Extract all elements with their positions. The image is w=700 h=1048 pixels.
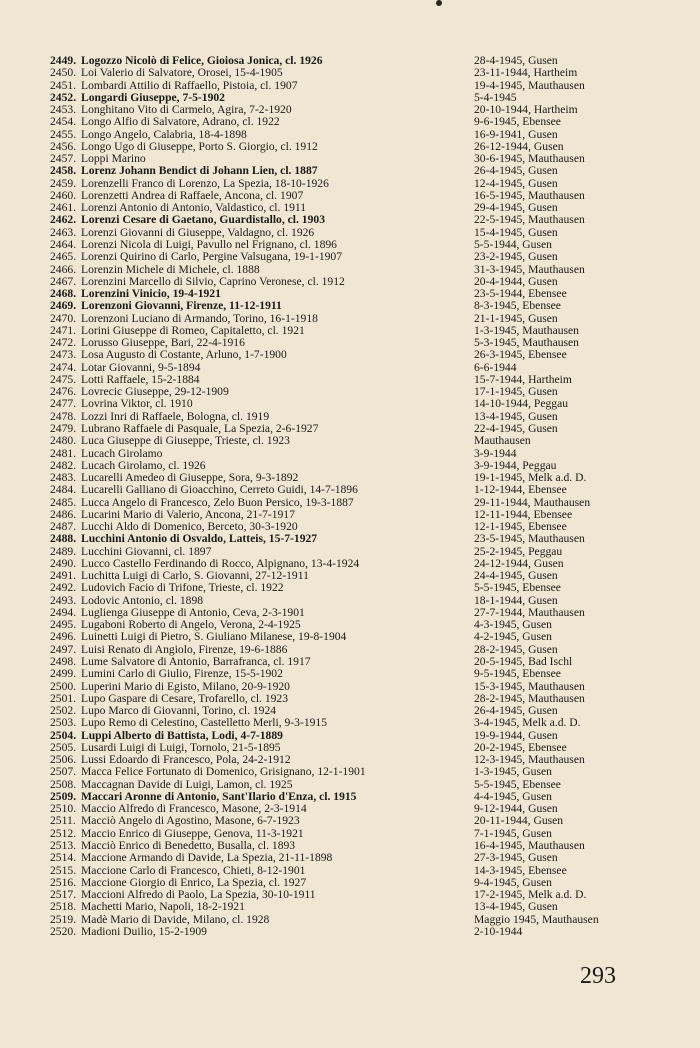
entry-number: 2458. xyxy=(50,164,77,178)
entry-name: Luppi Alberto di Battista, Lodi, 4-7-1889 xyxy=(81,728,283,742)
entry-number: 2507. xyxy=(50,765,77,779)
list-row xyxy=(50,631,690,643)
entry-name: Lorenzi Cesare di Gaetano, Guardistallo, cl. 1903 xyxy=(81,213,325,227)
entry-name: Lorenzi Nicola di Luigi, Pavullo nel Frignano, cl. 1896 xyxy=(81,237,337,251)
entry-number: 2484. xyxy=(50,483,77,497)
list-row xyxy=(50,435,690,447)
list-row xyxy=(50,717,690,729)
entry-death-date-place: 30-6-1945, Mauthausen xyxy=(474,152,585,166)
entry-number: 2476. xyxy=(50,385,77,399)
entry-name: Lucarelli Galliano di Gioacchino, Cerreto Guidi, 14-7-1896 xyxy=(81,483,358,497)
entry-death-date-place: 24-12-1944, Gusen xyxy=(474,556,564,570)
entry-name: Lotar Giovanni, 9-5-1894 xyxy=(81,360,201,374)
entry-name: Lucach Girolamo, cl. 1926 xyxy=(81,458,206,472)
entry-death-date-place: 26-4-1945, Gusen xyxy=(474,164,558,178)
entry-name: Lotti Raffaele, 15-2-1884 xyxy=(81,372,200,386)
entry-name: Lorenzini Vinicio, 19-4-1921 xyxy=(81,287,221,301)
entry-name: Lubrano Raffaele di Pasquale, La Spezia, 2-6-1927 xyxy=(81,421,319,435)
entry-name: Macciò Enrico di Benedetto, Busalla, cl. 1893 xyxy=(81,839,296,852)
entry-name: Loi Valerio di Salvatore, Orosei, 15-4-1905 xyxy=(81,66,283,80)
ink-dot xyxy=(436,0,442,6)
entry-death-date-place: 5-4-1945 xyxy=(474,90,517,104)
entry-death-date-place: 23-2-1945, Gusen xyxy=(474,250,558,264)
entry-number: 2462. xyxy=(50,213,77,227)
entry-death-date-place: 20-4-1944, Gusen xyxy=(474,274,558,288)
entry-death-date-place: 12-11-1944, Ebensee xyxy=(474,507,573,521)
entry-death-date-place: 3-9-1944, Peggau xyxy=(474,458,557,472)
entry-number: 2500. xyxy=(50,679,77,693)
list-row xyxy=(50,165,690,177)
entry-number: 2479. xyxy=(50,421,77,435)
entry-name: Macca Felice Fortunato di Domenico, Grisignano, 12-1-1901 xyxy=(81,765,366,779)
entry-name: Losa Augusto di Costante, Arluno, 1-7-1900 xyxy=(81,348,287,362)
entry-death-date-place: 7-1-1945, Gusen xyxy=(474,826,552,840)
entry-death-date-place: 12-4-1945, Gusen xyxy=(474,176,558,190)
entry-death-date-place: 20-2-1945, Ebensee xyxy=(474,740,567,754)
entry-death-date-place: 15-4-1945, Gusen xyxy=(474,225,558,239)
entry-death-date-place: 17-2-1945, Melk a.d. D. xyxy=(474,888,587,902)
entry-death-date-place: Maggio 1945, Mauthausen xyxy=(474,912,599,926)
entry-number: 2498. xyxy=(50,655,77,669)
entry-number: 2457. xyxy=(50,152,77,166)
entry-death-date-place: 16-5-1945, Mauthausen xyxy=(474,188,585,202)
entry-name: Lume Salvatore di Antonio, Barrafranca, cl. 1917 xyxy=(81,655,311,669)
entry-death-date-place: 3-9-1944 xyxy=(474,446,517,460)
entry-death-date-place: Mauthausen xyxy=(474,434,531,448)
entry-death-date-place: 15-7-1944, Hartheim xyxy=(474,372,572,386)
entry-name: Lupo Marco di Giovanni, Torino, cl. 1924 xyxy=(81,704,277,718)
list-row xyxy=(50,668,690,680)
list-row xyxy=(50,533,690,545)
entry-number: 2467. xyxy=(50,274,77,288)
entry-death-date-place: 31-3-1945, Mauthausen xyxy=(474,262,585,276)
entry-name: Lorenzi Quirino di Carlo, Pergine Valsugana, 19-1-1907 xyxy=(81,250,343,264)
entry-number: 2494. xyxy=(50,605,77,619)
entry-death-date-place: 3-4-1945, Melk a.d. D. xyxy=(474,716,581,730)
entry-name: Lucchini Antonio di Osvaldo, Latteis, 15-7-1927 xyxy=(81,532,318,546)
list-row xyxy=(50,852,690,864)
list-row xyxy=(50,313,690,325)
entry-death-date-place: 4-2-1945, Gusen xyxy=(474,630,552,644)
entry-number: 2472. xyxy=(50,336,77,350)
entry-number: 2474. xyxy=(50,360,77,374)
entry-name: Lorenzin Michele di Michele, cl. 1888 xyxy=(81,262,260,276)
entry-number: 2475. xyxy=(50,372,77,386)
entry-death-date-place: 21-1-1945, Gusen xyxy=(474,311,558,325)
entry-name: Lupo Gaspare di Cesare, Trofarello, cl. 1923 xyxy=(81,691,289,705)
list-row xyxy=(50,448,690,460)
entry-death-date-place: 5-5-1945, Ebensee xyxy=(474,777,561,791)
list-row xyxy=(50,349,690,361)
entry-number: 2513. xyxy=(50,839,77,852)
list-row xyxy=(50,116,690,128)
list-row xyxy=(50,681,690,693)
entry-death-date-place: 18-1-1944, Gusen xyxy=(474,593,558,607)
entry-name: Madioni Duilio, 15-2-1909 xyxy=(81,924,207,938)
list-row xyxy=(50,264,690,276)
entry-number: 2485. xyxy=(50,495,77,509)
deportee-list xyxy=(50,55,690,938)
entry-number: 2491. xyxy=(50,569,77,583)
entry-name: Madè Mario di Davide, Milano, cl. 1928 xyxy=(81,912,270,926)
entry-death-date-place: 20-5-1945, Bad Ischl xyxy=(474,655,573,669)
entry-name: Longo Angelo, Calabria, 18-4-1898 xyxy=(81,127,247,141)
entry-number: 2486. xyxy=(50,507,77,521)
entry-name: Lucach Girolamo xyxy=(81,446,163,460)
entry-name: Longardi Giuseppe, 7-5-1902 xyxy=(81,90,225,104)
entry-death-date-place: 14-3-1945, Ebensee xyxy=(474,863,567,877)
entry-name: Luisi Renato di Angiolo, Firenze, 19-6-1886 xyxy=(81,642,288,656)
entry-name: Ludovich Facio di Trifone, Trieste, cl. 1922 xyxy=(81,581,284,595)
entry-name: Lodovic Antonio, cl. 1898 xyxy=(81,593,204,607)
entry-number: 2477. xyxy=(50,397,77,411)
entry-name: Lovrina Viktor, cl. 1910 xyxy=(81,397,193,411)
entry-number: 2451. xyxy=(50,78,77,92)
entry-number: 2508. xyxy=(50,777,77,791)
entry-number: 2504. xyxy=(50,728,77,742)
entry-name: Maccio Enrico di Giuseppe, Genova, 11-3-1921 xyxy=(81,826,304,840)
entry-death-date-place: 9-4-1945, Gusen xyxy=(474,875,552,889)
page-number: 293 xyxy=(580,963,616,989)
entry-name: Macciò Angelo di Agostino, Masone, 6-7-1923 xyxy=(81,814,300,828)
entry-death-date-place: 1-3-1945, Mauthausen xyxy=(474,323,579,337)
entry-name: Lorenzetti Andrea di Raffaele, Ancona, cl. 1907 xyxy=(81,188,304,202)
entry-name: Luperini Mario di Egisto, Milano, 20-9-1920 xyxy=(81,679,290,693)
entry-number: 2481. xyxy=(50,446,77,460)
entry-death-date-place: 15-3-1945, Mauthausen xyxy=(474,679,585,693)
entry-death-date-place: 6-6-1944 xyxy=(474,360,517,374)
entry-number: 2465. xyxy=(50,250,77,264)
entry-death-date-place: 29-4-1945, Gusen xyxy=(474,201,558,215)
entry-death-date-place: 28-4-1945, Gusen xyxy=(474,54,558,67)
entry-number: 2517. xyxy=(50,888,77,902)
entry-number: 2502. xyxy=(50,704,77,718)
entry-number: 2459. xyxy=(50,176,77,190)
entry-death-date-place: 22-4-1945, Gusen xyxy=(474,421,558,435)
entry-name: Lozzi Inri di Raffaele, Bologna, cl. 1919 xyxy=(81,409,270,423)
list-row xyxy=(50,815,690,827)
entry-number: 2455. xyxy=(50,127,77,141)
entry-name: Luca Giuseppe di Giuseppe, Trieste, cl. 1923 xyxy=(81,434,290,448)
entry-number: 2452. xyxy=(50,90,77,104)
entry-death-date-place: 12-1-1945, Ebensee xyxy=(474,520,567,534)
entry-death-date-place: 1-12-1944, Ebensee xyxy=(474,483,567,497)
entry-number: 2505. xyxy=(50,740,77,754)
entry-number: 2497. xyxy=(50,642,77,656)
entry-name: Lorenz Johann Bendict di Johann Lien, cl. 1887 xyxy=(81,164,318,178)
entry-name: Lusardi Luigi di Luigi, Tornolo, 21-5-1895 xyxy=(81,740,281,754)
list-row xyxy=(50,484,690,496)
entry-name: Lorenzoni Luciano di Armando, Torino, 16-1-1918 xyxy=(81,311,318,325)
entry-death-date-place: 1-3-1945, Gusen xyxy=(474,765,552,779)
entry-death-date-place: 5-5-1945, Ebensee xyxy=(474,581,561,595)
entry-number: 2488. xyxy=(50,532,77,546)
entry-death-date-place: 4-3-1945, Gusen xyxy=(474,618,552,632)
entry-name: Maccione Giorgio di Enrico, La Spezia, cl. 1927 xyxy=(81,875,307,889)
entry-name: Lorenzelli Franco di Lorenzo, La Spezia, 18-10-1926 xyxy=(81,176,329,190)
entry-number: 2503. xyxy=(50,716,77,730)
list-row xyxy=(50,766,690,778)
entry-death-date-place: 24-4-1945, Gusen xyxy=(474,569,558,583)
entry-number: 2463. xyxy=(50,225,77,239)
entry-death-date-place: 27-3-1945, Gusen xyxy=(474,851,558,865)
entry-number: 2456. xyxy=(50,139,77,153)
entry-name: Lorenzini Marcello di Silvio, Caprino Veronese, cl. 1912 xyxy=(81,274,345,288)
entry-number: 2471. xyxy=(50,323,77,337)
entry-name: Maccione Carlo di Francesco, Chieti, 8-12-1901 xyxy=(81,863,306,877)
entry-number: 2520. xyxy=(50,924,77,938)
entry-death-date-place: 14-10-1944, Peggau xyxy=(474,397,569,411)
entry-death-date-place: 16-9-1941, Gusen xyxy=(474,127,558,141)
entry-death-date-place: 19-1-1945, Melk a.d. D. xyxy=(474,471,587,485)
entry-death-date-place: 23-11-1944, Hartheim xyxy=(474,66,578,80)
entry-name: Loppi Marino xyxy=(81,152,146,166)
entry-name: Luchitta Luigi di Carlo, S. Giovanni, 27-12-1911 xyxy=(81,569,309,583)
entry-death-date-place: 26-4-1945, Gusen xyxy=(474,704,558,718)
entry-name: Lumini Carlo di Giulio, Firenze, 15-5-1902 xyxy=(81,667,283,681)
entry-death-date-place: 19-4-1945, Mauthausen xyxy=(474,78,585,92)
entry-number: 2496. xyxy=(50,630,77,644)
entry-number: 2495. xyxy=(50,618,77,632)
list-row xyxy=(50,67,690,79)
entry-death-date-place: 28-2-1945, Gusen xyxy=(474,642,558,656)
entry-name: Luinetti Luigi di Pietro, S. Giuliano Milanese, 19-8-1904 xyxy=(81,630,347,644)
entry-number: 2501. xyxy=(50,691,77,705)
entry-number: 2480. xyxy=(50,434,77,448)
entry-death-date-place: 22-5-1945, Mauthausen xyxy=(474,213,585,227)
entry-name: Maccioni Alfredo di Paolo, La Spezia, 30-10-1911 xyxy=(81,888,316,902)
list-row xyxy=(50,80,690,92)
entry-name: Machetti Mario, Napoli, 18-2-1921 xyxy=(81,900,245,914)
entry-name: Lucca Angelo di Francesco, Zelo Buon Persico, 19-3-1887 xyxy=(81,495,354,509)
entry-death-date-place: 9-6-1945, Ebensee xyxy=(474,115,561,129)
entry-death-date-place: 12-3-1945, Mauthausen xyxy=(474,753,585,767)
entry-name: Lussi Edoardo di Francesco, Pola, 24-2-1912 xyxy=(81,753,291,767)
entry-death-date-place: 13-4-1945, Gusen xyxy=(474,900,558,914)
list-row xyxy=(50,251,690,263)
entry-number: 2450. xyxy=(50,66,77,80)
entry-death-date-place: 9-5-1945, Ebensee xyxy=(474,667,561,681)
entry-number: 2516. xyxy=(50,875,77,889)
entry-number: 2514. xyxy=(50,851,77,865)
entry-death-date-place: 5-5-1944, Gusen xyxy=(474,237,552,251)
list-row xyxy=(50,497,690,509)
entry-death-date-place: 19-9-1944, Gusen xyxy=(474,728,558,742)
entry-number: 2466. xyxy=(50,262,77,276)
list-row xyxy=(50,582,690,594)
entry-number: 2487. xyxy=(50,520,77,534)
entry-name: Lugaboni Roberto di Angelo, Verona, 2-4-1925 xyxy=(81,618,301,632)
entry-name: Lorusso Giuseppe, Bari, 22-4-1916 xyxy=(81,336,245,350)
entry-number: 2464. xyxy=(50,237,77,251)
entry-number: 2478. xyxy=(50,409,77,423)
entry-death-date-place: 13-4-1945, Gusen xyxy=(474,409,558,423)
entry-name: Maccari Aronne di Antonio, Sant'Ilario d'Enza, cl. 1915 xyxy=(81,789,357,803)
entry-number: 2506. xyxy=(50,753,77,767)
entry-number: 2473. xyxy=(50,348,77,362)
entry-death-date-place: 8-3-1945, Ebensee xyxy=(474,299,561,313)
entry-name: Lucchi Aldo di Domenico, Berceto, 30-3-1920 xyxy=(81,520,298,534)
entry-number: 2512. xyxy=(50,826,77,840)
list-row xyxy=(50,300,690,312)
entry-name: Lorini Giuseppe di Romeo, Capitaletto, cl. 1921 xyxy=(81,323,305,337)
entry-number: 2493. xyxy=(50,593,77,607)
entry-death-date-place: 28-2-1945, Mauthausen xyxy=(474,691,585,705)
entry-death-date-place: 4-4-1945, Gusen xyxy=(474,789,552,803)
entry-number: 2461. xyxy=(50,201,77,215)
entry-number: 2460. xyxy=(50,188,77,202)
entry-name: Lovrecic Giuseppe, 29-12-1909 xyxy=(81,385,229,399)
list-row xyxy=(50,926,690,938)
entry-number: 2449. xyxy=(50,54,77,67)
entry-number: 2468. xyxy=(50,287,77,301)
entry-number: 2511. xyxy=(50,814,76,828)
entry-death-date-place: 16-4-1945, Mauthausen xyxy=(474,839,585,852)
entry-name: Lucchini Giovanni, cl. 1897 xyxy=(81,544,212,558)
list-row xyxy=(50,398,690,410)
entry-death-date-place: 2-10-1944 xyxy=(474,924,523,938)
entry-name: Lupo Remo di Celestino, Castelletto Merli, 9-3-1915 xyxy=(81,716,328,730)
entry-death-date-place: 20-11-1944, Gusen xyxy=(474,814,564,828)
entry-death-date-place: 26-3-1945, Ebensee xyxy=(474,348,567,362)
entry-number: 2492. xyxy=(50,581,77,595)
entry-death-date-place: 29-11-1944, Mauthausen xyxy=(474,495,591,509)
entry-name: Longo Ugo di Giuseppe, Porto S. Giorgio, cl. 1912 xyxy=(81,139,318,153)
list-row xyxy=(50,901,690,913)
entry-number: 2483. xyxy=(50,471,77,485)
entry-name: Maccagnan Davide di Luigi, Lamon, cl. 1925 xyxy=(81,777,293,791)
entry-name: Logozzo Nicolò di Felice, Gioiosa Jonica, cl. 1926 xyxy=(81,54,323,67)
list-row xyxy=(50,141,690,153)
entry-name: Maccio Alfredo di Francesco, Masone, 2-3-1914 xyxy=(81,802,307,816)
entry-death-date-place: 26-12-1944, Gusen xyxy=(474,139,564,153)
entry-number: 2470. xyxy=(50,311,77,325)
entry-name: Luglienga Giuseppe di Antonio, Ceva, 2-3-1901 xyxy=(81,605,305,619)
list-row xyxy=(50,865,690,877)
entry-number: 2509. xyxy=(50,789,77,803)
entry-number: 2453. xyxy=(50,103,77,117)
entry-name: Lucarini Mario di Valerio, Ancona, 21-7-1917 xyxy=(81,507,295,521)
entry-death-date-place: 17-1-1945, Gusen xyxy=(474,385,558,399)
entry-name: Lorenzoni Giovanni, Firenze, 11-12-1911 xyxy=(81,299,282,313)
list-row xyxy=(50,214,690,226)
entry-number: 2510. xyxy=(50,802,77,816)
entry-death-date-place: 27-7-1944, Mauthausen xyxy=(474,605,585,619)
entry-death-date-place: 20-10-1944, Hartheim xyxy=(474,103,578,117)
entry-death-date-place: 9-12-1944, Gusen xyxy=(474,802,558,816)
entry-number: 2454. xyxy=(50,115,77,129)
entry-number: 2499. xyxy=(50,667,77,681)
entry-name: Lorenzi Antonio di Antonio, Valdastico, cl. 1911 xyxy=(81,201,307,215)
entry-death-date-place: 5-3-1945, Mauthausen xyxy=(474,336,579,350)
entry-name: Lucarelli Amedeo di Giuseppe, Sora, 9-3-1892 xyxy=(81,471,299,485)
entry-number: 2490. xyxy=(50,556,77,570)
entry-name: Lucco Castello Ferdinando di Rocco, Alpignano, 13-4-1924 xyxy=(81,556,360,570)
entry-number: 2519. xyxy=(50,912,77,926)
entry-name: Lombardi Attilio di Raffaello, Pistoia, cl. 1907 xyxy=(81,78,298,92)
entry-death-date-place: 25-2-1945, Peggau xyxy=(474,544,563,558)
entry-number: 2469. xyxy=(50,299,77,313)
entry-name: Lorenzi Giovanni di Giuseppe, Valdagno, cl. 1926 xyxy=(81,225,315,239)
entry-name: Longhitano Vito di Carmelo, Agira, 7-2-1920 xyxy=(81,103,292,117)
entry-name: Maccione Armando di Davide, La Spezia, 21-11-1898 xyxy=(81,851,333,865)
entry-death-date-place: 23-5-1944, Ebensee xyxy=(474,287,567,301)
entry-number: 2489. xyxy=(50,544,77,558)
entry-number: 2515. xyxy=(50,863,77,877)
entry-number: 2482. xyxy=(50,458,77,472)
entry-death-date-place: 23-5-1945, Mauthausen xyxy=(474,532,585,546)
entry-name: Longo Alfio di Salvatore, Adrano, cl. 1922 xyxy=(81,115,280,129)
entry-number: 2518. xyxy=(50,900,77,914)
